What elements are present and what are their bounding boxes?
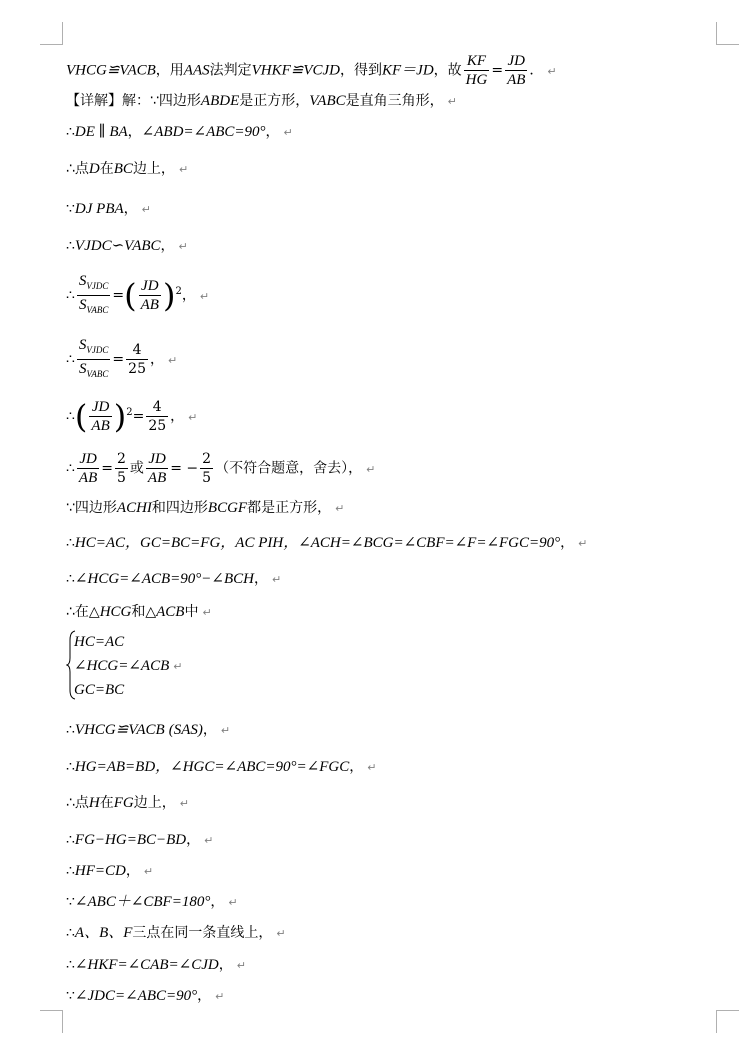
line-21: ∴A、B、F三点在同一条直线上， ↵	[66, 925, 286, 941]
line-4: ∴点D在BC边上， ↵	[66, 161, 189, 177]
return-mark: ↵	[547, 64, 557, 78]
page-corner-mark	[716, 1010, 739, 1033]
math: KF＝JD	[382, 62, 434, 79]
page-corner-mark	[40, 1010, 63, 1033]
line-8: ∴ $\frac{S_{VJDC}}{S_{VABC}}$ = $\frac{4}{25}$ ， ↵	[66, 336, 177, 383]
line-7: ∴ $\frac{S_{VJDC}}{S_{VABC}}$ =( $\frac{JD}{AB}$ )$^2$， ↵	[66, 272, 209, 319]
line-2: 【详解】解：∵四边形ABDE是正方形，VABC是直角三角形， ↵	[66, 93, 457, 109]
page-corner-mark	[40, 22, 63, 45]
line-12: ∴HC=AC，GC=BC=FG，AC PIH，∠ACH=∠BCG=∠CBF=∠F=∠FGC=90°， ↵	[66, 535, 588, 551]
fraction: $\frac{4}{25}$	[128, 342, 146, 377]
line-11: ∵四边形ACHI和四边形BCGF都是正方形， ↵	[66, 500, 345, 516]
math: VHKF≌VCJD	[251, 62, 340, 79]
fraction: $\frac{S_{VJDC}}{S_{VABC}}$	[78, 273, 109, 315]
math: VHCG≌VACB	[66, 62, 156, 79]
text: ，故	[433, 62, 462, 79]
system-line: ∠HCG=∠ACB ↵	[74, 658, 183, 674]
page-corner-mark	[716, 22, 739, 45]
math: AAS	[183, 62, 210, 79]
line-20: ∵∠ABC＋∠CBF=180°， ↵	[66, 894, 238, 910]
system-line: GC=BC	[74, 682, 125, 698]
system-line: HC=AC	[74, 634, 125, 650]
line-9: ∴( $\frac{JD}{AB}$ )$^2$= $\frac{4}{25}$ ， ↵	[66, 397, 198, 436]
fraction: $\frac{2}{5}$	[116, 451, 126, 486]
line-22: ∴∠HKF=∠CAB=∠CJD， ↵	[66, 957, 246, 973]
fraction: $\frac{JD}{AB}$	[78, 451, 98, 486]
line-23: ∵∠JDC=∠ABC=90°， ↵	[66, 988, 225, 1004]
text: 法判定	[209, 62, 252, 79]
line-1: VHCG≌VACB，用AAS法判定VHKF≌VCJD，得到KF＝JD，故 $\frac{KF}{HG}$ = $\frac{JD}{AB}$ ． ↵	[66, 53, 557, 88]
fraction: $\frac{KF}{HG}$	[465, 53, 488, 88]
line-18: ∴FG−HG=BC−BD， ↵	[66, 832, 214, 848]
line-15: ∴VHCG≌VACB (SAS)， ↵	[66, 722, 231, 738]
line-3: ∴DE ∥ BA，∠ABD=∠ABC=90°， ↵	[66, 124, 293, 140]
fraction: $\frac{4}{25}$	[148, 399, 167, 434]
fraction: $\frac{JD}{AB}$	[147, 451, 167, 486]
line-17: ∴点H在FG边上， ↵	[66, 795, 189, 811]
line-5: ∵DJ PBA， ↵	[66, 201, 151, 217]
line-13: ∴∠HCG=∠ACB=90°−∠BCH， ↵	[66, 571, 282, 587]
line-14: ∴在△HCG和△ACB中 ↵	[66, 604, 212, 620]
fraction: $\frac{S_{VJDC}}{S_{VABC}}$	[78, 337, 109, 379]
fraction: $\frac{JD}{AB}$	[91, 399, 110, 434]
line-10: ∴ $\frac{JD}{AB}$ = $\frac{2}{5}$ 或 $\frac{JD}{AB}$ = − $\frac{2}{5}$ （不符合题意，舍去）， ↵	[66, 451, 376, 486]
fraction: $\frac{2}{5}$	[202, 451, 212, 486]
fraction: $\frac{JD}{AB}$	[140, 278, 159, 313]
fraction: $\frac{JD}{AB}$	[507, 53, 526, 88]
line-16: ∴HG=AB=BD，∠HGC=∠ABC=90°=∠FGC， ↵	[66, 759, 377, 775]
line-6: ∴VJDC∽VABC， ↵	[66, 238, 188, 254]
line-19: ∴HF=CD， ↵	[66, 863, 154, 879]
text: ，用	[155, 62, 184, 79]
text: ，得到	[340, 62, 382, 79]
